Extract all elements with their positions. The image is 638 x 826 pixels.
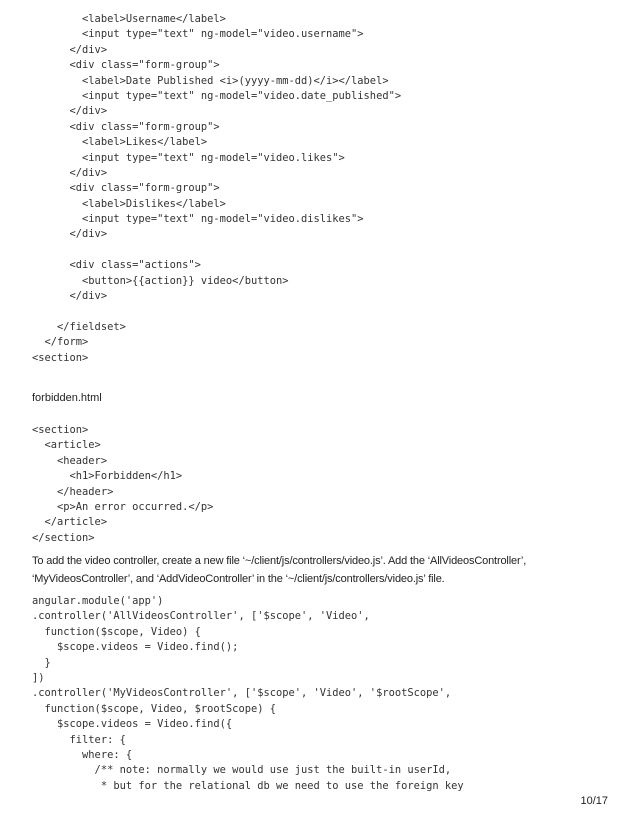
code-line: where: { [32, 748, 133, 761]
code-line: $scope.videos = Video.find({ [32, 718, 233, 731]
code-line: </div> [32, 166, 108, 179]
code-line: $scope.videos = Video.find(); [32, 641, 239, 654]
code-line: <input type="text" ng-model="video.dislikes"> [32, 213, 364, 226]
code-line: </section> [32, 531, 95, 544]
code-line: <label>Username</label> [32, 13, 226, 25]
code-line: <section> [32, 351, 89, 364]
code-line: </article> [32, 516, 108, 529]
code-line: function($scope, Video) { [32, 625, 201, 638]
code-line: </div> [32, 43, 108, 56]
code-line: <button>{{action}} video</button> [32, 274, 289, 287]
code-line: ]) [32, 671, 45, 684]
code-line: <input type="text" ng-model="video.likes"> [32, 151, 345, 164]
code-block-video-controller [32, 594, 464, 794]
code-line: /** note: normally we would use just the built-in userId, [32, 764, 452, 777]
code-line: <header> [32, 454, 108, 467]
code-line: </div> [32, 290, 108, 303]
code-line: <label>Date Published <i>(yyyy-mm-dd)</i></label> [32, 74, 389, 87]
code-line: </header> [32, 485, 114, 498]
code-line: </form> [32, 336, 89, 349]
page-number: 10/17 [580, 795, 608, 807]
code-line: <label>Likes</label> [32, 136, 208, 149]
code-line: </div> [32, 228, 108, 241]
code-line: <article> [32, 439, 101, 452]
code-line: .controller('AllVideosController', ['$scope', 'Video', [32, 610, 370, 623]
code-line: <p>An error occurred.</p> [32, 500, 214, 513]
code-line: <section> [32, 424, 89, 436]
code-line: <div class="actions"> [32, 259, 201, 272]
code-line: <div class="form-group"> [32, 182, 220, 195]
filename-label: forbidden.html [32, 392, 102, 404]
code-block-forbidden-html [32, 423, 213, 546]
code-line: </div> [32, 105, 108, 118]
code-line: * but for the relational db we need to use the foreign key [32, 779, 464, 792]
code-line: function($scope, Video, $rootScope) { [32, 702, 276, 715]
code-line: <div class="form-group"> [32, 120, 220, 133]
code-line: <input type="text" ng-model="video.username"> [32, 28, 364, 41]
code-line: filter: { [32, 733, 126, 746]
code-line: </fieldset> [32, 320, 126, 333]
code-block-form-template [32, 12, 401, 366]
code-line: <input type="text" ng-model="video.date_published"> [32, 89, 402, 102]
code-line: } [32, 656, 51, 669]
instruction-paragraph: To add the video controller, create a new file ‘~/client/js/controllers/video.js’. Add the ‘AllVideosController’, ‘MyVideosController’, and ‘AddVideoController’ in the ‘~/client/js/controllers/video.js’ file. [32, 555, 527, 585]
code-line: .controller('MyVideosController', ['$scope', 'Video', '$rootScope', [32, 687, 452, 700]
code-line: <div class="form-group"> [32, 59, 220, 72]
code-line [32, 243, 401, 258]
code-line: <h1>Forbidden</h1> [32, 470, 183, 483]
code-line: angular.module('app') [32, 595, 164, 607]
code-line [32, 304, 401, 319]
code-line: <label>Dislikes</label> [32, 197, 226, 210]
